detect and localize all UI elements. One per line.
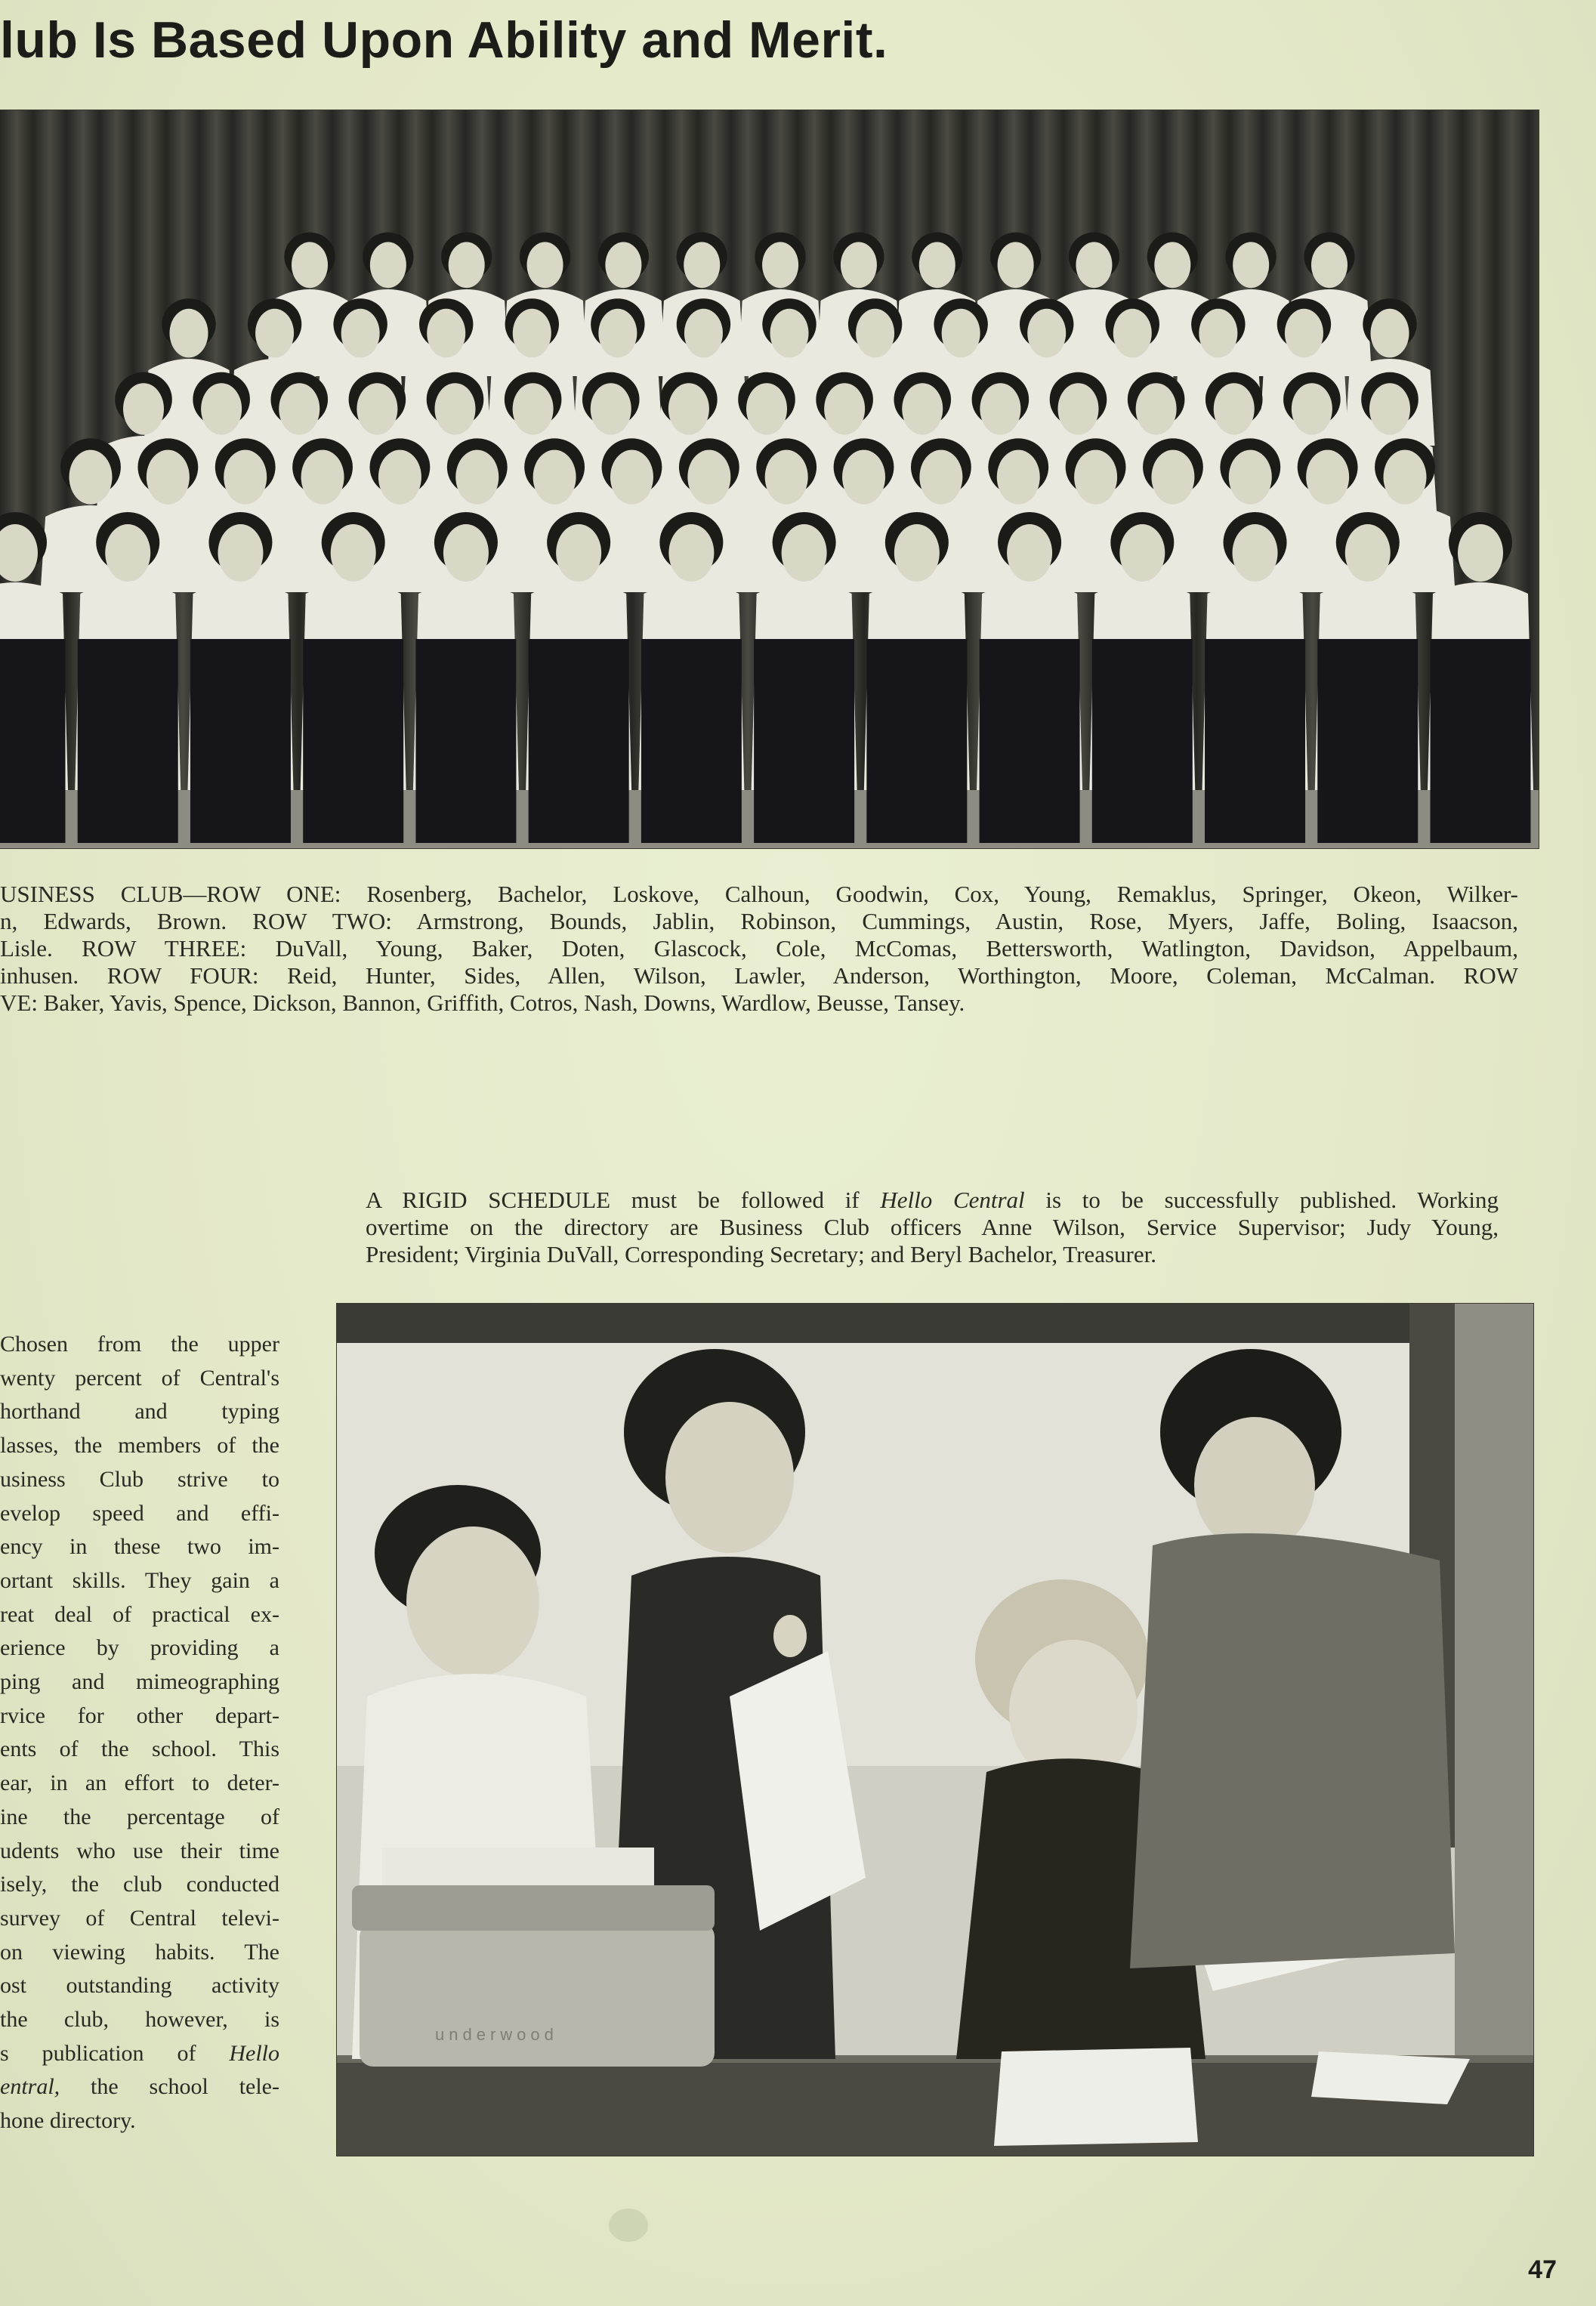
body-line: survey of Central televi- — [0, 1905, 279, 1931]
club-member-face — [341, 309, 380, 358]
club-member-face — [105, 524, 150, 582]
body-line-italic: s publication of Hello — [0, 2040, 279, 2066]
club-member-face — [894, 524, 940, 582]
caption-lead: A RIGID SCHEDULE — [366, 1187, 611, 1213]
club-member-face — [919, 242, 955, 288]
body-line: erience by providing a — [0, 1635, 279, 1661]
club-member-face — [998, 242, 1034, 288]
club-description — [0, 1328, 279, 2138]
club-member-face — [605, 242, 641, 288]
officers-caption — [366, 1187, 1499, 1268]
body-line: isely, the club conducted — [0, 1872, 279, 1897]
paper-sheet — [994, 2048, 1198, 2146]
club-member-face — [997, 450, 1040, 505]
paper-sheet — [1311, 2051, 1470, 2104]
club-member-face — [684, 309, 723, 358]
club-member-face — [841, 242, 877, 288]
page-number: 47 — [1528, 2255, 1557, 2284]
body-line: rvice for other depart- — [0, 1702, 279, 1728]
club-member-face — [1233, 524, 1278, 582]
club-member-face — [1074, 450, 1117, 505]
club-member-face — [782, 524, 827, 582]
caption-line: USINESS CLUB—ROW ONE: Rosenberg, Bachelor, Loskove, Calhoun, Goodwin, Cox, Young, Remaklus, Springer, Okeon, Wilker- — [0, 881, 1518, 907]
caption-line: inhusen. ROW FOUR: Reid, Hunter, Sides, Allen, Wilson, Lawler, Anderson, Worthington, Moore, Coleman, McCalman. ROW — [0, 962, 1518, 989]
club-member-face — [1113, 309, 1152, 358]
club-member-face — [224, 450, 267, 505]
club-member-face — [1311, 242, 1347, 288]
club-member-face — [513, 383, 554, 434]
body-line: the club, however, is — [0, 2007, 279, 2033]
club-member-face — [746, 383, 787, 434]
caption-line: overtime on the directory are Business Club officers Anne Wilson, Service Supervisor; Judy Young, — [366, 1214, 1499, 1240]
club-member-face — [610, 450, 653, 505]
club-member-face — [591, 383, 631, 434]
club-member-face — [1136, 383, 1177, 434]
club-member-face — [1233, 242, 1269, 288]
club-member-face — [1214, 383, 1255, 434]
club-group-photo — [0, 110, 1539, 848]
caption-line: n, Edwards, Brown. ROW TWO: Armstrong, Bounds, Jablin, Robinson, Cummings, Austin, Rose, Myers, Jaffe, Boling, Isaacson, — [0, 908, 1518, 934]
club-member-face — [1285, 309, 1323, 358]
pendant — [773, 1615, 807, 1657]
club-member-face — [1058, 383, 1099, 434]
club-member-face — [443, 524, 489, 582]
club-member-face — [942, 309, 980, 358]
club-member-face — [1199, 309, 1237, 358]
club-member-skirt — [1205, 639, 1305, 843]
club-member-face — [279, 383, 320, 434]
club-member-face — [357, 383, 397, 434]
body-line: ping and mimeographing — [0, 1669, 279, 1695]
club-member-face — [919, 450, 962, 505]
club-roster-caption — [0, 881, 1518, 1017]
club-member-skirt — [0, 639, 66, 843]
caption-line: VE: Baker, Yavis, Spence, Dickson, Bannon, Griffith, Cotros, Nash, Downs, Wardlow, Beusse, Tansey. — [0, 989, 965, 1016]
body-line: ost outstanding activity — [0, 1973, 279, 1999]
club-member-face — [370, 242, 406, 288]
body-line: usiness Club strive to — [0, 1466, 279, 1492]
typewriter-brand: underwood — [435, 2025, 558, 2044]
club-member-face — [435, 383, 476, 434]
club-member-face — [1292, 383, 1332, 434]
club-member-face — [1027, 309, 1066, 358]
caption-line: Lisle. ROW THREE: DuVall, Young, Baker, Doten, Glascock, Cole, McComas, Bettersworth, Watlington, Davidson, Appelbaum, — [0, 935, 1518, 962]
body-line: wenty percent of Central's — [0, 1365, 279, 1391]
club-member-face — [902, 383, 943, 434]
club-member-face — [449, 242, 485, 288]
body-line-italic: entral, the school tele- — [0, 2074, 279, 2100]
club-member-face — [1371, 309, 1409, 358]
club-member-face — [527, 242, 563, 288]
caption-text: is to be successfully published. Working — [1024, 1187, 1499, 1213]
club-member-face — [1007, 524, 1052, 582]
club-member-skirt — [1092, 639, 1193, 843]
club-member-face — [292, 242, 328, 288]
club-member-face — [824, 383, 865, 434]
club-member-face — [1151, 450, 1194, 505]
page-smudge — [609, 2209, 648, 2242]
club-member-face — [1458, 524, 1503, 582]
club-member-face — [556, 524, 601, 582]
club-member-face — [770, 309, 809, 358]
club-member-face — [856, 309, 894, 358]
body-line: reat deal of practical ex- — [0, 1601, 279, 1627]
body-line: ortant skills. They gain a — [0, 1567, 279, 1593]
club-member-skirt — [303, 639, 403, 843]
club-member-skirt — [415, 639, 516, 843]
club-member-face — [301, 450, 344, 505]
club-member-face — [765, 450, 808, 505]
officers-photo-icon — [337, 1304, 1533, 2156]
club-member-skirt — [529, 639, 629, 843]
club-member-face — [1119, 524, 1165, 582]
caption-line: President; Virginia DuVall, Corresponding Secretary; and Beryl Bachelor, Treasurer. — [366, 1241, 1156, 1267]
club-member-face — [687, 450, 730, 505]
body-line: lasses, the members of the — [0, 1433, 279, 1459]
club-member-face — [762, 242, 798, 288]
club-member-face — [69, 450, 113, 505]
club-member-skirt — [980, 639, 1080, 843]
club-member-face — [331, 524, 376, 582]
club-member-face — [513, 309, 551, 358]
club-member-face — [1154, 242, 1190, 288]
club-member-face — [1229, 450, 1272, 505]
club-member-skirt — [754, 639, 854, 843]
body-line: ear, in an effort to deter- — [0, 1770, 279, 1796]
club-member-face — [1306, 450, 1349, 505]
body-line: ine the percentage of — [0, 1804, 279, 1829]
club-member-face — [1076, 242, 1112, 288]
club-member-face — [255, 309, 294, 358]
club-member-face — [1369, 383, 1410, 434]
club-member-skirt — [1317, 639, 1418, 843]
club-member-skirt — [866, 639, 967, 843]
club-member-face — [123, 383, 164, 434]
club-member-face — [427, 309, 465, 358]
club-member-face — [842, 450, 885, 505]
body-line: Chosen from the upper — [0, 1332, 279, 1357]
body-line: ents of the school. This — [0, 1736, 279, 1762]
club-member-face — [201, 383, 242, 434]
club-member-face — [170, 309, 208, 358]
club-member-face — [218, 524, 263, 582]
group-photo-icon — [0, 110, 1539, 848]
club-member-face — [147, 450, 190, 505]
body-line: evelop speed and effi- — [0, 1500, 279, 1526]
board-frame-top — [337, 1304, 1533, 1343]
club-member-face — [1384, 450, 1427, 505]
body-line: udents who use their time — [0, 1838, 279, 1863]
typewriter-icon — [360, 1923, 715, 2067]
body-line: hone directory. — [0, 2108, 136, 2134]
club-member-face — [533, 450, 576, 505]
club-member-face — [455, 450, 499, 505]
directory-title: Hello Central — [880, 1187, 1025, 1213]
page-heading: lub Is Based Upon Ability and Merit. — [0, 11, 888, 69]
club-member-skirt — [641, 639, 742, 843]
club-member-face — [598, 309, 637, 358]
club-member-skirt — [78, 639, 178, 843]
club-member-face — [980, 383, 1020, 434]
club-member-face — [1345, 524, 1391, 582]
club-member-skirt — [190, 639, 291, 843]
club-member-face — [378, 450, 421, 505]
club-member-face — [668, 524, 714, 582]
body-line: horthand and typing — [0, 1399, 279, 1425]
body-line: on viewing habits. The — [0, 1939, 279, 1965]
club-member-face — [668, 383, 709, 434]
officers-photo — [337, 1304, 1533, 2156]
club-member-face — [684, 242, 720, 288]
caption-text: must be followed if — [610, 1187, 881, 1213]
body-line: ency in these two im- — [0, 1534, 279, 1560]
club-member-skirt — [1431, 639, 1531, 843]
